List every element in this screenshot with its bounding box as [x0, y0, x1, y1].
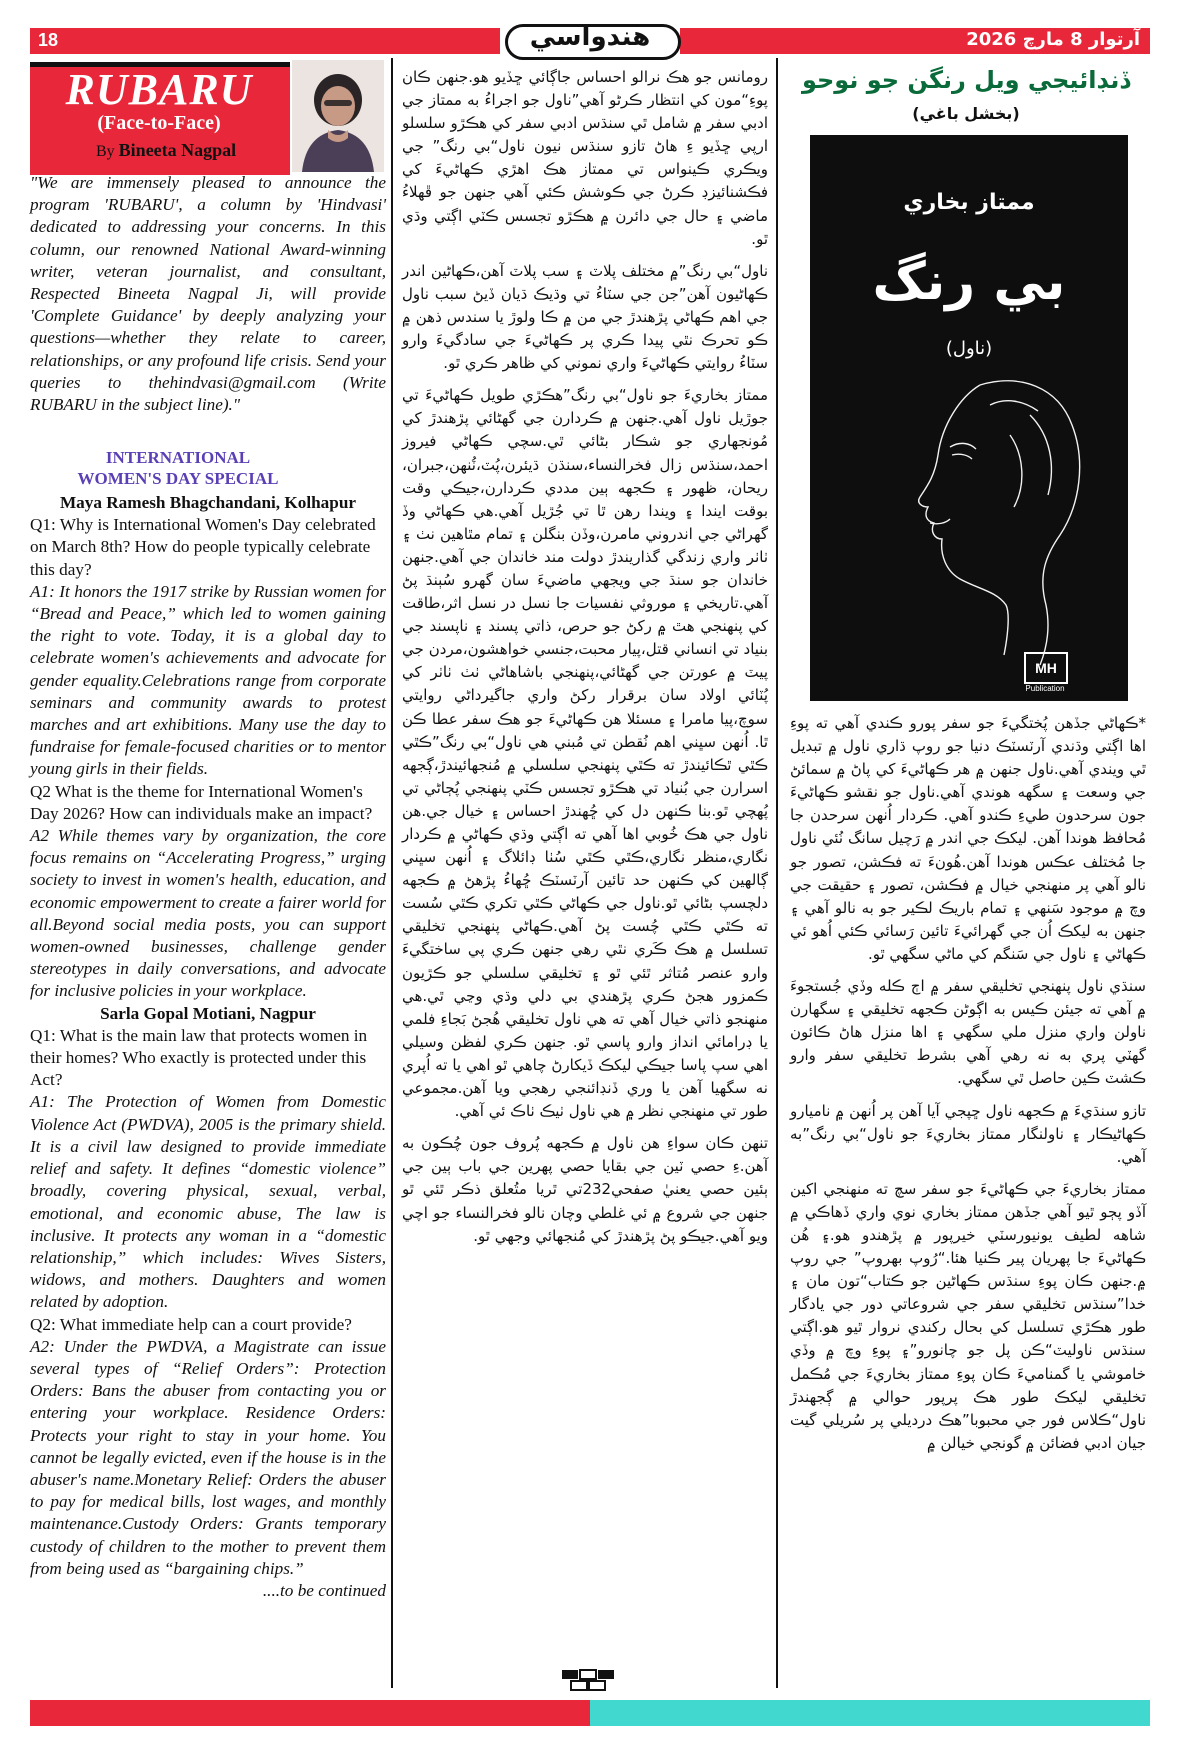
footer-bar-left [30, 1700, 590, 1726]
section-heading [0, 447, 356, 489]
section-heading-line1: INTERNATIONAL [105, 448, 251, 467]
issue-date: آرتوار 8 مارچ 2026 [966, 29, 1140, 50]
column-divider-right [776, 58, 778, 1688]
answer: A2: Under the PWDVA, a Magistrate can issue several types of “Relief Orders”: Protection Orders: Bans the abuser from contacting you or entering your workplace. Residence Orders: Protects your right to stay in your home. You cannot be legally evicted, even if the house is in the abuser's name.Monetary Relief: Orders the abuser to pay for medical bills, lost wages, and monthly maintenance.Custody Orders: Grants temporary custody of children to the mother to prevent them from being used as “bargaining chips.” [30, 1336, 386, 1578]
publisher-name: Publication [1025, 684, 1065, 693]
rubaru-title: RUBARU [65, 65, 253, 114]
article-body [790, 712, 1146, 1464]
header-bar-left [30, 28, 500, 54]
footer-bar-right [590, 1700, 1150, 1726]
article-byline: (بخشل باغي) [912, 104, 1020, 123]
paragraph: تنهن ڪان سواءِ هن ناول ۾ ڪجهه پُروف جون چُڪون به آهن.ءِ حصي ٽين جي بقايا حصي پهرين جي باب ٻين جي ٻئين حصي يعنيٰ صفحي232تي ٿريا متُعلق ذڪر ٿئي ٿو جنهن جي شروع ۾ ئي غلطي وچان نالو فخرالنساء جو اچي ويو آهي.جيڪو پڻ پڙهندڙ کي مُنجهائي وجهي ٿو. [402, 1134, 769, 1245]
byline-prefix: By [96, 143, 115, 160]
cover-author: ممتاز بخاري [903, 190, 1035, 215]
paragraph: سنڌي ناول پنهنجي تخليقي سفر ۾ اڄ ڪله وڏي جُستجوءَ ۾ آهي ته جيئن ڪيس به اڳوڻن ڪجهه تخليقي ۽ سگهارن ناولن واري منزل ملي سگهي ۽ اها منزل هاڻ ڪائون گهٽي پري به نه رهي آهي بشرط تخليقي سفر وارو ڪشٽ ڪين حاصل ٿي سگهي. [790, 977, 1146, 1088]
publisher-logo: MH [1024, 652, 1068, 684]
book-cover [810, 135, 1128, 701]
question: Q1: What is the main law that protects women in their homes? Who exactly is protected under this Act? [30, 1025, 368, 1090]
author-portrait-icon [292, 60, 384, 172]
article-continuation [402, 66, 768, 1257]
paragraph: ممتاز بخاريءَ جو ناول“بي رنگ”هڪڙي طويل ڪهاڻيءَ تي جوڙيل ناول آهي.جنهن ۾ ڪردارن جي گهڻائي پڙهندڙ کي مُونجهاري جو شڪار بڻائي ٿي.سچي ڪهاڻي فيروز احمد،سنڌس زال فخرالنساء،سنڌن ڌيئرن،پُٽ،ٽُنهن،جبران، ريحان، ظهور ۽ ڪجهه ٻين مددي ڪردارن،جيڪي وقت بوقت ايندا ۽ ويندا رهن ٿا تي جُڙيل آهي.هي ڪهاڻي وڏ گهراڻي جي اندروني مامرن،وڏن بنگلن ۽ تمام مٿاهين نٺ ۽ ٺاٺر واري زندگي گذاريندڙ دولت مند خاندان جي آهي.جنهن خاندان جو سنڌ جي ويجهي ماضيءَ سان گهرو سُٻنڌ پڻ آهي.تاريخي ۽ موروثي نفسيات جا نسل در نسل اثر،طاقت کي پنهنجي هٿ ۾ رکڻ جو حرص، ذاتي پسند ۽ ناپسند جي بنياد تي انساني قتل،پيار محبت،جنسي خواهشون،مردن جي پيٽ ۾ عورتن جي گهڻائي،پنهنجي باشاهاڻي ٺٺ ٺاٺر کي پُٽائي اولاد سان برقرار رکڻ واري جاگيرداڻي روايتي سوچ،پيا مامرا ۽ مسئلا هن ڪهاڻيءَ جو هڪ سفر عطا ڪن ٿا. اُنهن سڀني اهم نُقطن تي مُبني هي ناول“بي رنگ”ڪٿي ڪٿي ٿڪائيندڙ ته ڪٿي پنهنجي سلسلي ۾ مُنجهائيندڙ،ڳجهه اسرارن جي بُنياد تي هڪڙو تجسس ڪٽي پنهنجي پُڄاڻي تي پُهچي ٿو.بنا ڪنهن دل کي ڇُهندڙ احساس ۽ خيال جي.هن ناول جي هڪ خُوبي اها آهي ته اڳتي وڌي ڪهاڻي ۾ ڪردار نگاري،منظر نگاري،ڪٿي ڪٿي سُٺا ڊائلاگ ۽ اُنهن سڀني ڳالهين کي ڪنهن حد تائين آرٽسٽڪ ڇُهاءُ پڙهڻ ۾ ڪجهه دلچسپ بڻائي ٿو.ناول جي ڪهاڻي ڪٿي تکري ڪٿي سُست ته ڪٿي ڪٿي چُست پڻ آهي.ڪهاڻي پنهنجي تخليقي تسلسل ۾ هڪ ڪَري نٿي رهي جنهن ڪري پي ساختگيءَ وارو عنصر مُتاثر ٿئي ٿو ۽ تخليقي سلسلي جو ڪڙيون ڪمزور هجڻ ڪري پڙهندي بي دلي وڌي وڃي ٿي.هي منهنجو ذاتي خيال آهي ته هي ناول تخليقي هُجڻ بَجاءِ فلمي يا ڊرامائي انداز وارو پاسي ٿو. جنهن ڪري لفظن وسيلي اهي سپ پاسا جيڪي ليکڪ ڏيکارڻ چاهي ٿو اهي يا ته اُپري نه سگهيا آهن يا وري ڏنڊائنجي رهجي ويا آهن.مجموعي طور تي منهنجي نظر ۾ هي ناول ٺيڪ ٺاڪ ئي آهي. [402, 386, 768, 1121]
question: Q2 What is the theme for International Women's Day 2026? How can individuals make an impact? [30, 781, 373, 823]
answer: A2 While themes vary by organization, the core focus remains on “Accelerating Progress,” urging society to invest in women's health, education, and economic empowerment to create a fairer world for all.Beyond social media posts, you can support women-owned businesses, challenge gender stereotypes in daily conversations, and advocate for inclusive policies in your workplace. [30, 826, 386, 1001]
cover-title: بي رنگ [872, 252, 1066, 312]
rubaru-intro: "We are immensely pleased to announce the program 'RUBARU', a column by 'Hindvasi' dedicated to addressing your concerns. In this column, our renowned National Award-winning writer, veteran journalist, and consultant, Respected Bineeta Nagpal Ji, will provide 'Complete Guidance' by deeply analyzing your questions—whether they relate to career, relationships, or any profound life crisis. Send your queries to thehindvasi@gmail.com (Write RUBARU in the subject line)." [30, 173, 386, 415]
author-photo [292, 60, 384, 172]
paragraph: ممتاز بخاريءَ جي ڪهاڻيءَ جو سفر سچ ته منهنجي اکين آڏو پڄو ٿيو آهي جڏهن ممتاز بخاري نوي واري ڏهاڪي ۾ شاهه لطيف يونيورسٽي خيرپور ۾ پڙهندو هو.۽ هُن ڪهاڻيءَ جا پهريان پير ڪنيا هئا.“رُوپ بهروپ” جي روپ ۾.جنهن ڪان پوءِ سنڌس ڪهاڻين جو ڪتاب“تون مان ۽ خدا”سنڌس تخليقي سفر جي شروعاتي دور جي يادگار طور هڪڙي تسلسل کي بحال رکندي نروار ٿيو هو.اڳتي سنڌس ناوليٽ“ڪن پل جو چانورو”۽ پوءِ وچ ۾ وڏي خاموشي يا گمناميءَ ڪان پوءِ ممتاز بخاريءَ جي مُڪمل تخليقي ليکڪ طور هڪ پرپور حوالي ۾ ڳجهندڙ ناول“ڪلاس فور جي محبوبا”هڪ درديلي پر سُريلي گيت جيان ادبي فضائن ۾ گونجي خيالن ۾ [790, 1179, 1146, 1452]
answer: A1: It honors the 1917 strike by Russian women for “Bread and Peace,” which led to women gaining the right to vote. Today, it is a global day to celebrate women's achievements and advocate for gender equality.Celebrations range from corporate seminars and community awards to protest marches and art exhibitions. Many use the day to fundraise for female-focused charities or to mentor young girls in their fields. [30, 581, 386, 779]
paragraph: *ڪهاڻي جڏهن پُختگيءَ جو سفر پورو ڪندي آهي ته پوءِ اها اڳتي وڌندي آرٽسٽڪ دنيا جو روپ ڌاري ناول ۾ تبديل ٿي ويندي آهي.ناول جنهن ۾ هر ڪهاڻيءَ کي پاڻ ۾ سمائڻ جي وسعت ۽ سگهه هوندي آهي.ناول جو نقشو ڪهاڻيءَ جون سرحدون طيءِ ڪندو آهي. ڪردار اُنهن سرحدن جا مُحافظ هوندا آهن. ليکڪ جي اندر ۾ رَچيل سانگ نُئي ناول جا مُختلف عڪس هوندا آهن.هُونءَ ته فڪشن، تصور جو نالو آهي پر منهنجي خيال ۾ فڪشن، تصور ۽ حقيقت جي وچ ۾ موجود سَنهي ۽ تمام باريڪ لڪير جو به نالو آهي ۽ جنهن به ليکڪ اُن جي گهرائيءَ تائين رَسائي ڪئي اُهو ئي ڪهاڻي ۽ ناول جي سَنگم کي ماڻي سگهي ٿو. [790, 714, 1146, 963]
reader-name: Sarla Gopal Motiani, Nagpur [100, 1003, 316, 1023]
paragraph: ناول“بي رنگ”۾ مختلف پلاٽ ۽ سب پلاٽ آهن،ڪهاڻين اندر ڪهاڻيون آهن”جن جي سٽاءُ تي وڌيڪ ڌيان ڏيڻ سبب ناول جي اهم ڪهاڻي پڙهندڙ جي من ۾ ڪا ولوڙ يا سندس ذهن ۾ ڪو تحرڪ نٿي پيدا ڪري پر ڪهاڻيءَ جي سادگيءَ وارو سٽاءُ روايتي ڪهاڻيءَ واري نموني کي ظاهر ڪري ٿو. [402, 261, 768, 373]
paragraph: تازو سنڌيءَ ۾ ڪجهه ناول ڇپجي آيا آهن پر اُنهن ۾ ناميارو ڪهاڻيڪار ۽ ناولنگار ممتاز بخاريءَ جو ناول“بي رنگ”به آهي. [790, 1101, 1146, 1166]
question: Q1: Why is International Women's Day celebrated on March 8th? How do people typically celebrate this day? [30, 515, 376, 579]
page-number: 18 [38, 30, 59, 50]
article-headline: ڏنڊائيجي ويل رنگن جو نوحو [801, 66, 1131, 94]
reader-name: Maya Ramesh Bhagchandani, Kolhapur [59, 493, 357, 512]
end-ornament-icon [560, 1668, 616, 1692]
question: Q2: What immediate help can a court provide? [30, 1314, 352, 1334]
byline-author: Bineeta Nagpal [118, 140, 237, 160]
column-divider-left [391, 58, 393, 1688]
rubaru-byline [96, 140, 236, 161]
continued-note: ....to be continued [262, 1580, 386, 1600]
qa-block [30, 492, 386, 1602]
cover-genre: (ناول) [945, 338, 993, 359]
rubaru-subtitle: (Face-to-Face) [97, 112, 221, 134]
masthead: هندواسي [529, 22, 651, 52]
section-heading-line2: WOMEN'S DAY SPECIAL [77, 469, 279, 488]
answer: A1: The Protection of Women from Domestic Violence Act (PWDVA), 2005 is the primary shield. It is a civil law designed to provide immediate relief and safety. It defines “domestic violence” broadly, covering physical, sexual, verbal, emotional, and economic abuse, The law is inclusive. It protects any woman in a “domestic relationship,” which includes: Wives Sisters, widows, and mothers. Daughters and women related by adoption. [30, 1092, 386, 1312]
paragraph: رومانس جو هڪ نرالو احساس جاڳائي ڇڏيو هو.جنهن ڪان پوءِ“مون کي انتظار ڪرڻو آهي”ناول جو اجراءُ به ممتاز جي ادبي سفر ۾ شامل ٿي سنڌس ادبي سفر کي هڪڙو سلسلو ارپي ڇڏيو ءِ هاڻ تازو سنڌس نيون ناول“بي رنگ” جي ويڪري ڪينواس تي ممتاز هڪ اهڙي ڪهاڻيءَ کي فڪشنائيزڊ ڪرڻ جي ڪوشش ڪئي آهي جنهن جو ڦهلاءُ ماضي ۽ حال جي دائرن ۾ هڪڙو تجسس ڪٽي اڳتي وڌي ٿو. [402, 68, 768, 248]
face-sketch-icon [810, 135, 1128, 701]
